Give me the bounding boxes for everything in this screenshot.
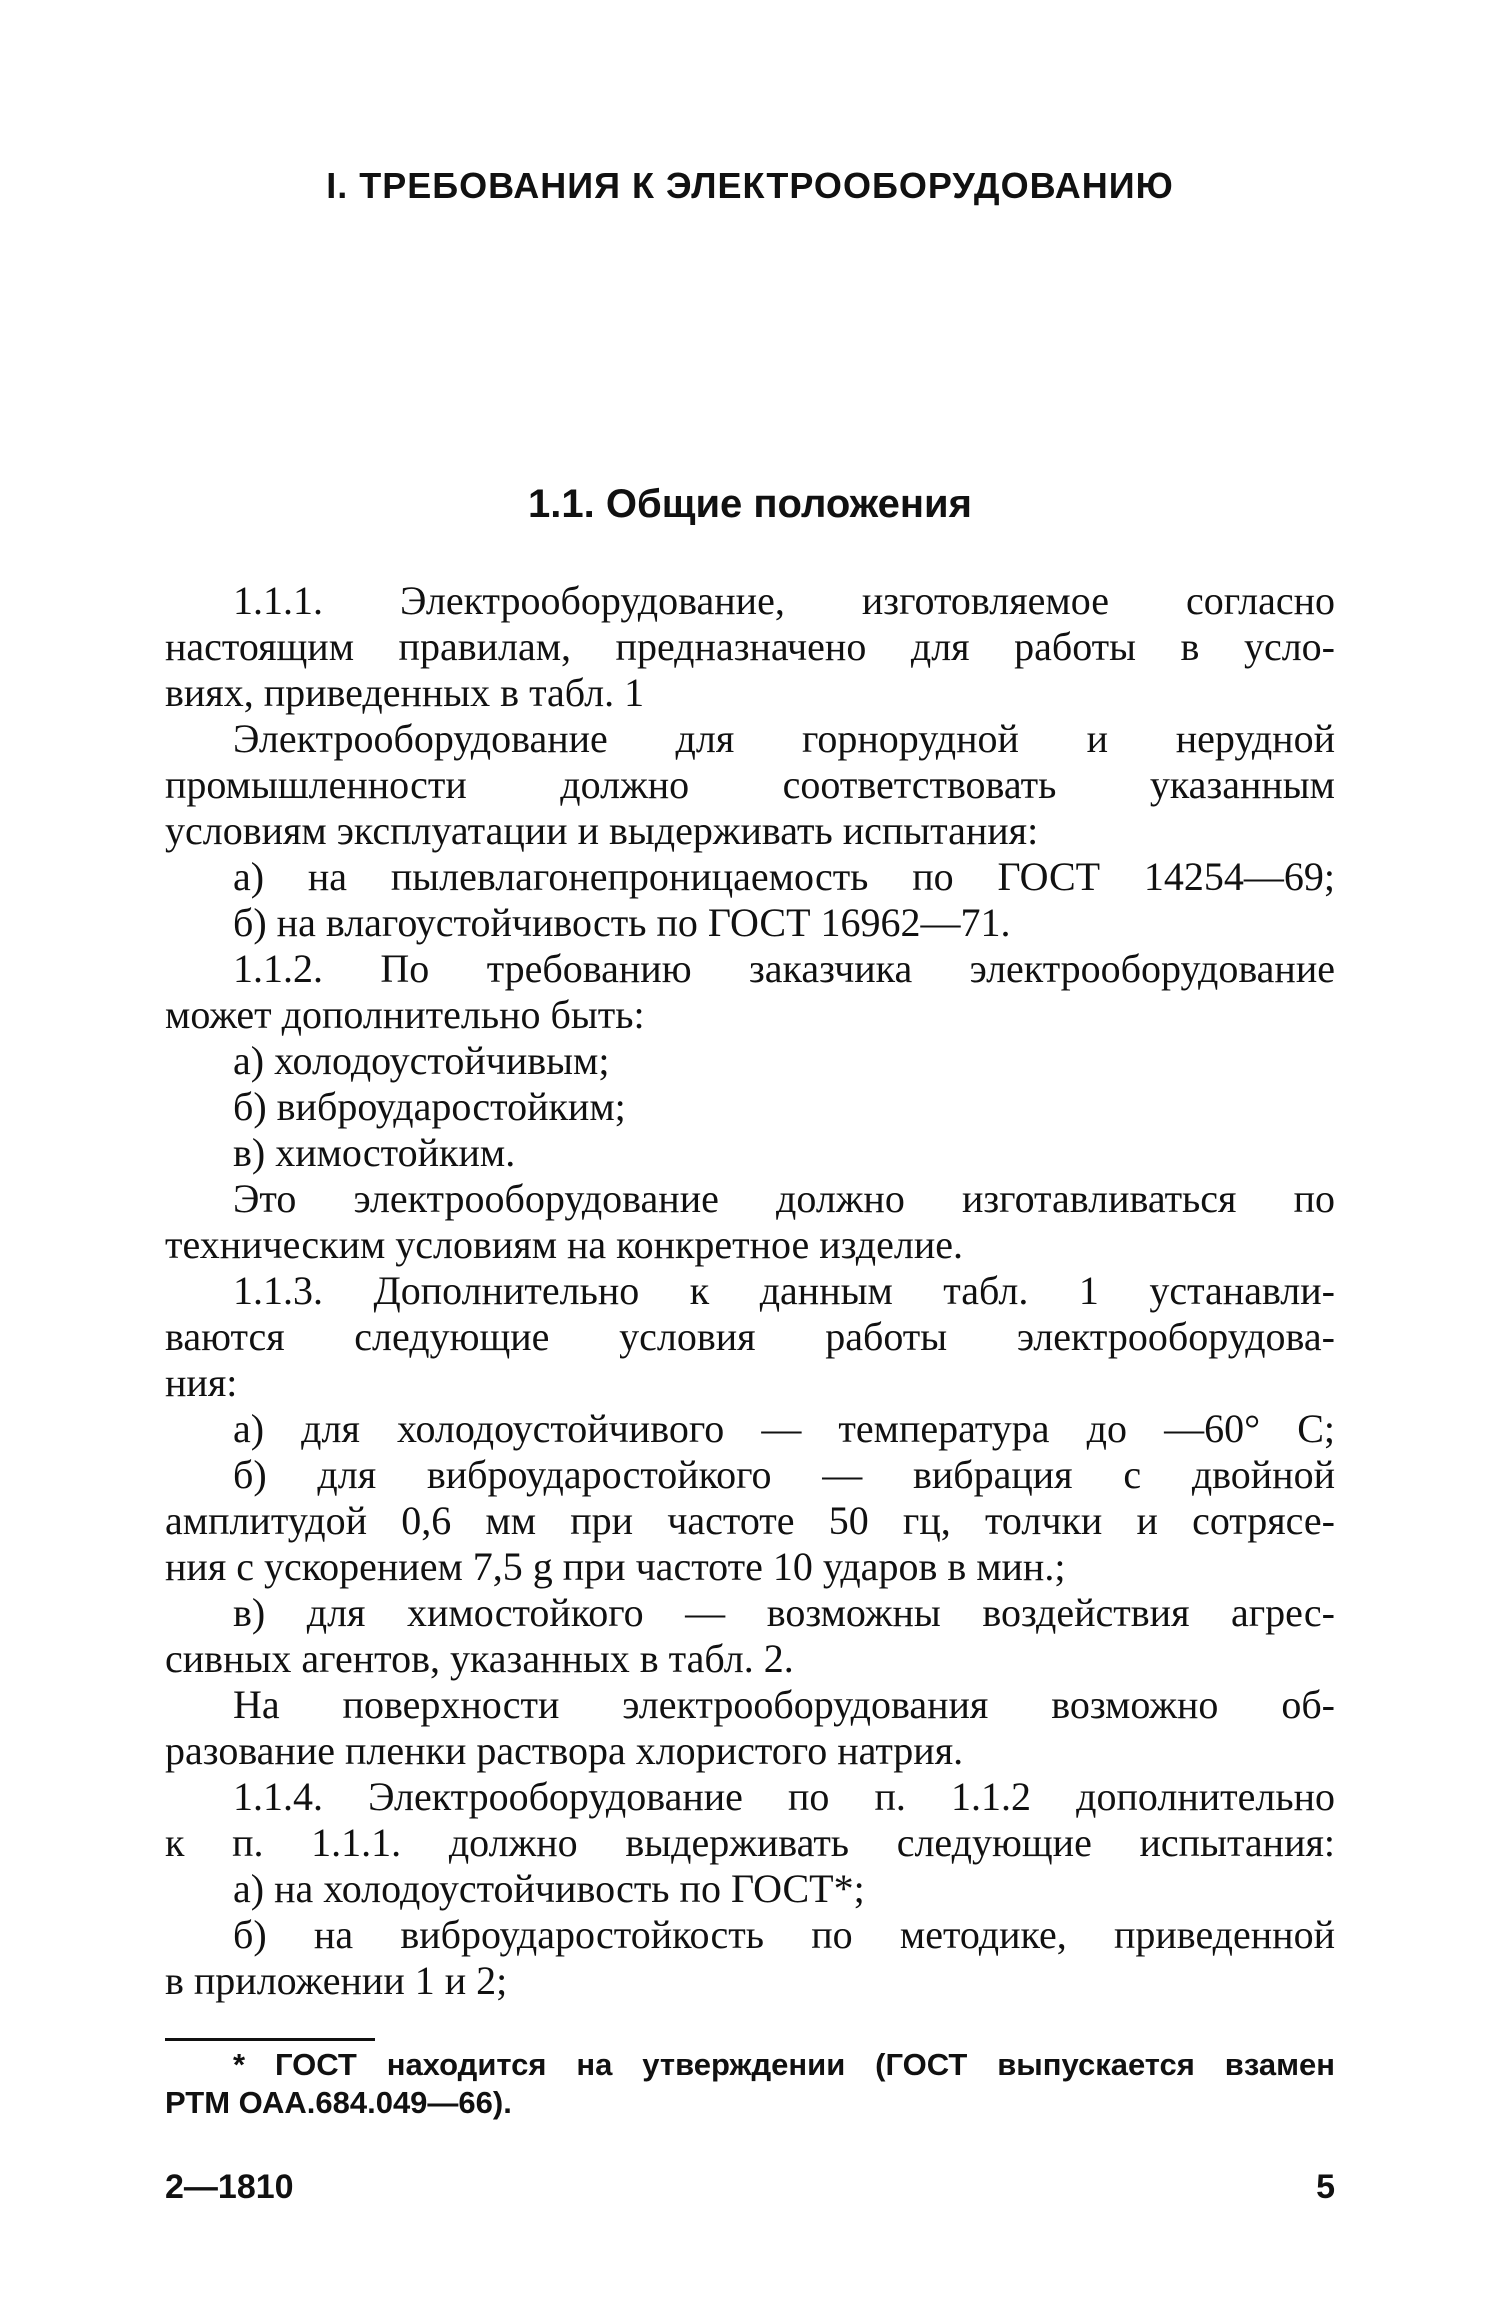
list-item: а) холодоустойчивым; xyxy=(233,1038,610,1083)
list-item: а) на холодоустойчивость по ГОСТ*; xyxy=(233,1866,865,1911)
list-item: б) виброударостойким; xyxy=(233,1084,626,1129)
signature-mark: 2—1810 xyxy=(165,2168,294,2206)
body-line: виях, приведенных в табл. 1 xyxy=(165,670,645,715)
body-line: разование пленки раствора хлористого натрия. xyxy=(165,1728,964,1773)
body-line: ния с ускорением 7,5 g при частоте 10 ударов в мин.; xyxy=(165,1544,1066,1589)
body-line: ния: xyxy=(165,1360,238,1405)
body-line: настоящим правилам, предназначено для работы в усло- xyxy=(165,624,1335,669)
document-page xyxy=(165,0,1335,2303)
body-line: амплитудой 0,6 мм при частоте 50 гц, толчки и сотрясе- xyxy=(165,1498,1335,1543)
footnote-line: РТМ ОАА.684.049—66). xyxy=(165,2085,512,2120)
body-line: может дополнительно быть: xyxy=(165,992,645,1037)
page-number: 5 xyxy=(1316,2168,1335,2206)
body-line: к п. 1.1.1. должно выдерживать следующие испытания: xyxy=(165,1820,1335,1865)
body-line: 1.1.2. По требованию заказчика электрооборудование xyxy=(233,946,1335,991)
section-heading: I. ТРЕБОВАНИЯ К ЭЛЕКТРООБОРУДОВАНИЮ xyxy=(326,165,1174,206)
list-item: б) на виброударостойкость по методике, приведенной xyxy=(233,1912,1335,1957)
body-line: ваются следующие условия работы электрооборудова- xyxy=(165,1314,1335,1359)
body-line: 1.1.3. Дополнительно к данным табл. 1 устанавли- xyxy=(233,1268,1335,1313)
body-line: в приложении 1 и 2; xyxy=(165,1958,508,2003)
body-text xyxy=(165,578,1335,2004)
body-line: 1.1.1. Электрооборудование, изготовляемое согласно xyxy=(233,578,1335,623)
body-line: промышленности должно соответствовать указанным xyxy=(165,762,1335,807)
list-item: а) для холодоустойчивого — температура до —60° С; xyxy=(233,1406,1335,1451)
footnote xyxy=(165,2046,1335,2122)
body-line: сивных агентов, указанных в табл. 2. xyxy=(165,1636,794,1681)
footnote-line: * ГОСТ находится на утверждении (ГОСТ выпускается взамен xyxy=(233,2047,1335,2082)
body-line: 1.1.4. Электрооборудование по п. 1.1.2 дополнительно xyxy=(233,1774,1335,1819)
footnote-divider xyxy=(165,2038,375,2041)
list-item: б) для виброударостойкого — вибрация с двойной xyxy=(233,1452,1335,1497)
body-line: На поверхности электрооборудования возможно об- xyxy=(233,1682,1335,1727)
body-line: условиям эксплуатации и выдерживать испытания: xyxy=(165,808,1039,853)
body-line: Электрооборудование для горнорудной и нерудной xyxy=(233,716,1335,761)
list-item: в) химостойким. xyxy=(233,1130,516,1175)
list-item: а) на пылевлагонепроницаемость по ГОСТ 14254—69; xyxy=(233,854,1335,899)
list-item: б) на влагоустойчивость по ГОСТ 16962—71. xyxy=(233,900,1011,945)
body-line: Это электрооборудование должно изготавливаться по xyxy=(233,1176,1335,1221)
body-line: техническим условиям на конкретное изделие. xyxy=(165,1222,964,1267)
list-item: в) для химостойкого — возможны воздействия агрес- xyxy=(233,1590,1335,1635)
subsection-heading: 1.1. Общие положения xyxy=(528,482,972,526)
